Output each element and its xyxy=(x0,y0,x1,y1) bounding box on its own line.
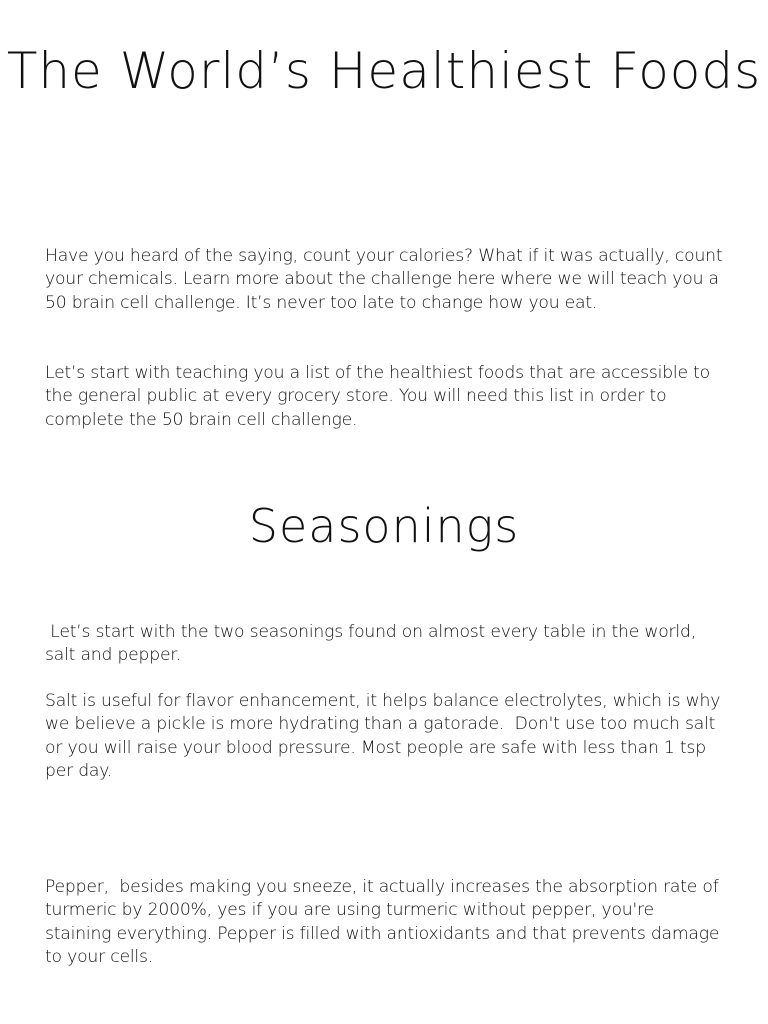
seasonings-paragraph-intro: Let’s start with the two seasonings found on almost every table in the world, salt and pepper. xyxy=(45,622,702,666)
intro-paragraph-2: Let’s start with teaching you a list of the healthiest foods that are accessible to the general public at every grocery store. You will need this list in order to complete the 50 brain cell challenge. xyxy=(45,363,710,430)
page-title: The World’s Healthiest Foods xyxy=(6,42,762,100)
seasonings-paragraph-pepper: Pepper, besides making you sneeze, it actually increases the absorption rate of turmeric by 2000%, yes if you are using turmeric without pepper, you're staining everything. Pepper is filled with antioxidants and that prevents damage to your cells. xyxy=(45,877,725,967)
section-heading-seasonings: Seasonings xyxy=(248,499,520,553)
intro-paragraph-1: Have you heard of the saying, count your calories? What if it was actually, count your chemicals. Learn more about the challenge here where we will teach you a 50 brain cell challenge. It’s never too late to change how you eat. xyxy=(45,246,723,313)
seasonings-paragraph-salt: Salt is useful for flavor enhancement, it helps balance electrolytes, which is why we believe a pickle is more hydrating than a gatorade. Don't use too much salt or you will raise your blood pressure. Most people are safe with less than 1 tsp per day. xyxy=(45,691,726,781)
